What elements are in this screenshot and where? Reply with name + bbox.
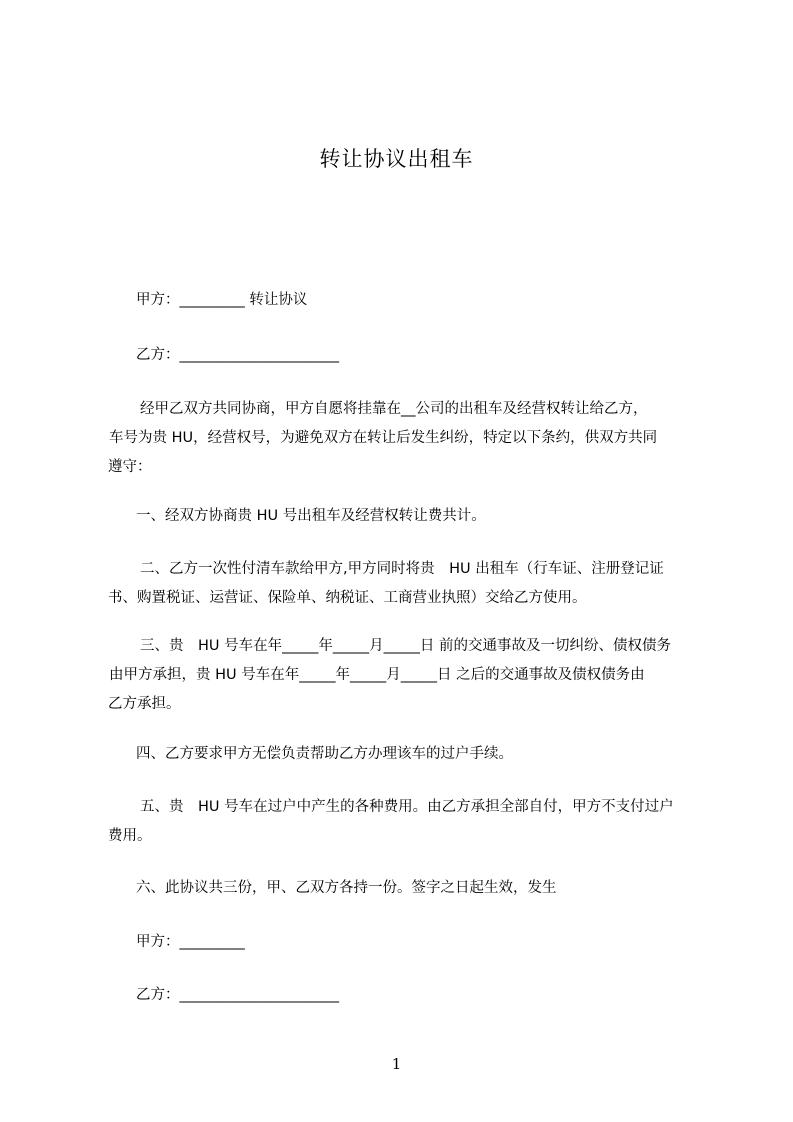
clause-2-line-2: 书、购置税证、运营证、保险单、纳税证、工商营业执照）交给乙方使用。 (108, 590, 587, 606)
clause-6 (108, 874, 713, 903)
signature-party-a: 甲方：_________ (136, 934, 245, 950)
intro-line-3: 遵守： (108, 459, 152, 475)
clause-4 (108, 740, 713, 769)
clause-5 (108, 793, 713, 851)
clause-2-line-1: 二、乙方一次性付清车款给甲方,甲方同时将贵 HU 出租车（行车证、注册登记证 (140, 561, 664, 577)
signature-party-b: 乙方：______________________ (136, 987, 339, 1003)
intro-line-1: 经甲乙双方共同协商，甲方自愿将挂靠在__公司的出租车及经营权转让给乙方， (140, 401, 648, 417)
clause-3-line-1: 三、贵 HU 号车在年_____年_____月_____日 前的交通事故及一切纠纷、债权债务 (140, 638, 671, 654)
clause-5-line-2: 费用。 (108, 828, 152, 844)
intro-line-2: 车号为贵 HU，经营权号，为避免双方在转让后发生纠纷，特定以下条约，供双方共同 (109, 430, 658, 446)
clause-3-line-2: 由甲方承担，贵 HU 号车在年_____年_____月_____日 之后的交通事故及债权债务由 (109, 667, 645, 683)
clause-3 (108, 632, 713, 719)
clause-1 (108, 502, 713, 531)
clause-3-line-3: 乙方承担。 (108, 696, 181, 712)
document-title: 转让协议出租车 (319, 147, 474, 171)
party-a-line: 甲方：_________ 转让协议 (136, 292, 308, 308)
clause-1-line-1: 一、经双方协商贵 HU 号出租车及经营权转让费共计。 (136, 508, 486, 524)
party-b-line: 乙方：______________________ (136, 347, 339, 363)
page-number: 1 (391, 1055, 402, 1073)
clause-6-line-1: 六、此协议共三份，甲、乙双方各持一份。签字之日起生效，发生 (136, 880, 557, 896)
intro-paragraph (108, 395, 713, 482)
clause-4-line-1: 四、乙方要求甲方无偿负责帮助乙方办理该车的过户手续。 (136, 746, 513, 762)
clause-5-line-1: 五、贵 HU 号车在过户中产生的各种费用。由乙方承担全部自付，甲方不支付过户 (140, 799, 674, 815)
clause-2 (108, 555, 713, 613)
